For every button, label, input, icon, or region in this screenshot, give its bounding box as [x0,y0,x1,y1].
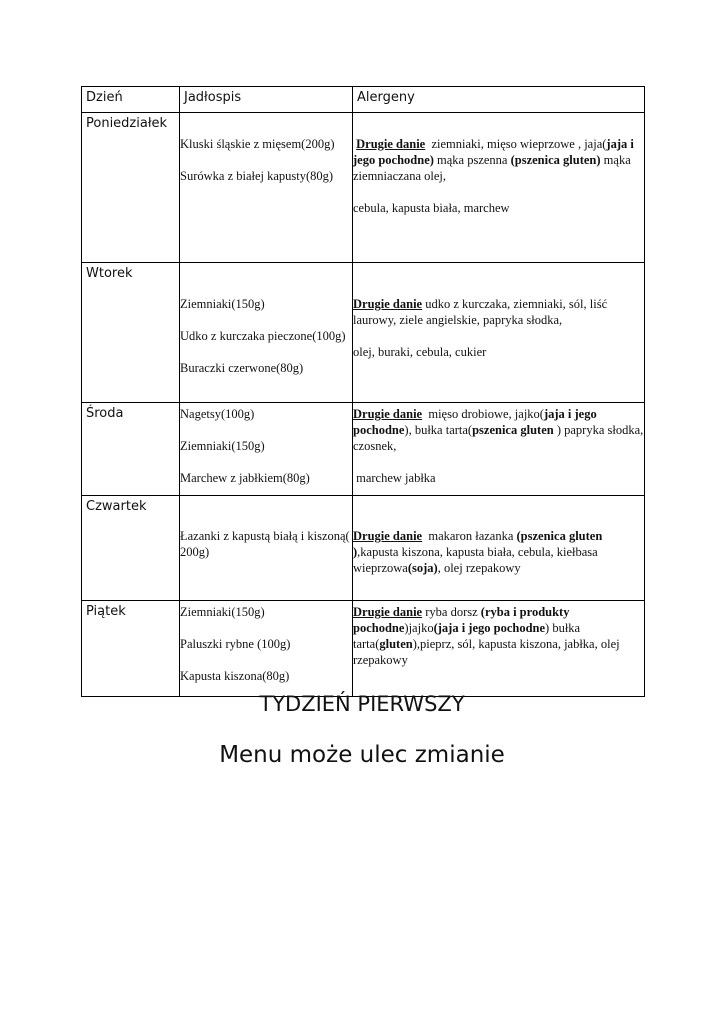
allergens-cell [353,496,645,601]
drugie-danie-label: Drugie danie [353,297,423,311]
allergens-extra: marchew jabłka [356,471,436,485]
table-row-wednesday [82,403,645,496]
header-day: Dzień [82,87,180,113]
day-name: Środa [82,403,180,496]
table-row-tuesday [82,263,645,403]
drugie-danie-label: Drugie danie [353,605,423,619]
menu-change-note: Menu może ulec zmianie [219,742,505,768]
dish-item: Marchew z jabłkiem(80g) [180,471,310,485]
dish-item: Łazanki z kapustą białą i kiszoną( 200g) [180,529,350,559]
menu-table [81,86,645,697]
allergens-text: Drugie danie ziemniaki, mięso wieprzowe , jaja(jaja i jego pochodne) mąka pszenna (pszenica gluten) mąka ziemniaczana olej, [353,137,634,183]
table-row-thursday [82,496,645,601]
dish-cell [180,601,353,697]
dish-item: Ziemniaki(150g) [180,605,265,619]
allergens-cell [353,263,645,403]
header-allergens: Alergeny [353,87,645,113]
dish-item: Buraczki czerwone(80g) [180,361,304,375]
day-name: Poniedziałek [82,113,180,263]
allergens-cell [353,113,645,263]
dish-item: Paluszki rybne (100g) [180,637,291,651]
dish-cell [180,263,353,403]
allergens-cell [353,601,645,697]
drugie-danie-label: Drugie danie [356,137,426,151]
week-title: TYDZIEŃ PIERWSZY [259,692,465,716]
dish-item: Kapusta kiszona(80g) [180,669,290,683]
drugie-danie-label: Drugie danie [353,407,423,421]
dish-item: Ziemniaki(150g) [180,439,265,453]
table-row-monday [82,113,645,263]
table-header-row [82,87,645,113]
allergens-text: Drugie danie ryba dorsz (ryba i produkty pochodne)jajko(jaja i jego pochodne) bułka tarta(gluten),pieprz, sól, kapusta kiszona, jabłka, olej rzepakowy [353,605,620,667]
allergens-text: Drugie danie makaron łazanka (pszenica gluten ),kapusta kiszona, kapusta biała, cebula, kiełbasa wieprzowa(soja), olej rzepakowy [353,529,603,575]
dish-cell [180,403,353,496]
day-name: Wtorek [82,263,180,403]
day-name: Piątek [82,601,180,697]
allergens-extra: olej, buraki, cebula, cukier [353,345,487,359]
allergens-extra: cebula, kapusta biała, marchew [353,201,510,215]
day-name: Czwartek [82,496,180,601]
drugie-danie-label: Drugie danie [353,529,423,543]
dish-item: Udko z kurczaka pieczone(100g) [180,329,346,343]
dish-item: Ziemniaki(150g) [180,297,265,311]
allergens-text: Drugie danie mięso drobiowe, jajko(jaja i jego pochodne), bułka tarta(pszenica gluten ) papryka słodka, czosnek, [353,407,644,453]
table-row-friday [82,601,645,697]
dish-item: Surówka z białej kapusty(80g) [180,169,334,183]
allergens-cell [353,403,645,496]
dish-item: Kluski śląskie z mięsem(200g) [180,137,335,151]
allergens-text: Drugie danie udko z kurczaka, ziemniaki, sól, liść laurowy, ziele angielskie, papryka słodka, [353,297,608,327]
dish-cell [180,496,353,601]
dish-item: Nagetsy(100g) [180,407,255,421]
dish-cell [180,113,353,263]
header-menu: Jadłospis [180,87,353,113]
